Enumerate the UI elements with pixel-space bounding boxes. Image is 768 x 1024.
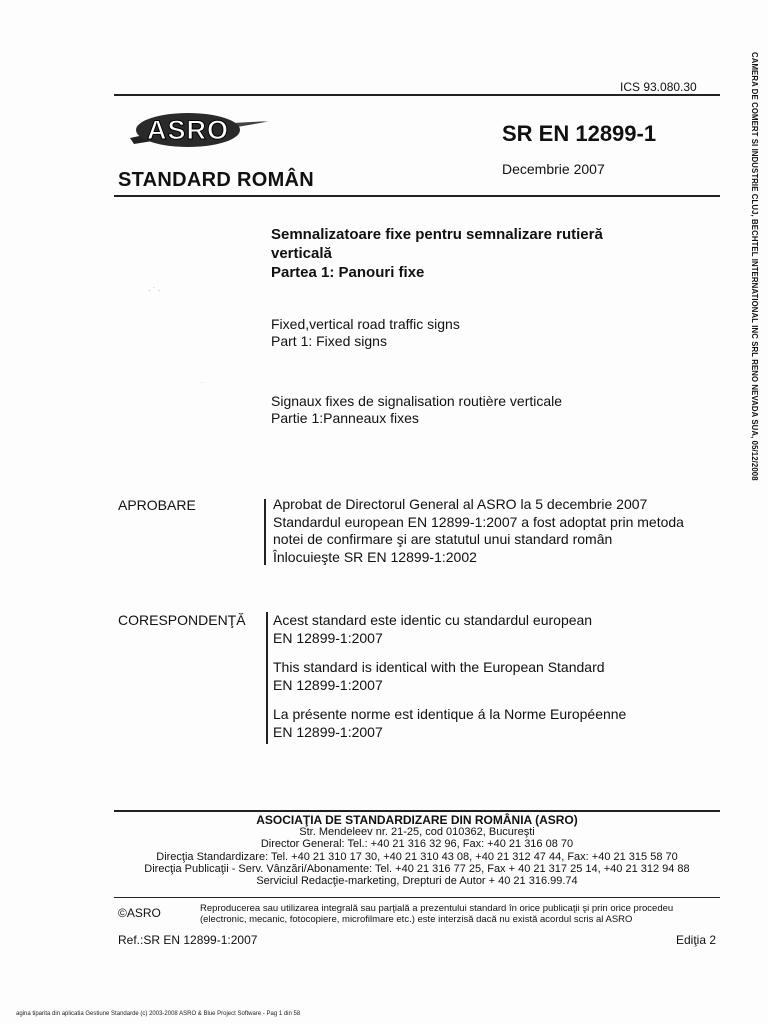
- approval-line: Aprobat de Directorul General al ASRO la 5 decembrie 2007: [273, 496, 648, 512]
- correspondence-english: [273, 659, 713, 694]
- correspondence-divider: [266, 612, 268, 744]
- correspondence-en-line-1: This standard is identical with the European Standard: [273, 659, 605, 675]
- title-en-line-2: Part 1: Fixed signs: [271, 333, 387, 349]
- standard-type-heading: STANDARD ROMÂN: [118, 169, 315, 191]
- approval-line: Standardul european EN 12899-1:2007 a fost adoptat prin metoda: [273, 513, 684, 530]
- copyright-notice: [200, 903, 720, 925]
- scan-specks: · ·: [200, 380, 206, 386]
- correspondence-romanian: [273, 612, 713, 647]
- association-address: Str. Mendeleev nr. 21-25, cod 010362, Bucureşti: [299, 826, 535, 839]
- correspondence-fr-line-1: La présente norme est identique á la Norme Européenne: [273, 706, 627, 722]
- asro-logo: [126, 104, 271, 154]
- license-stamp: CAMERA DE COMERT SI INDUSTRIE CLUJ, BECHTEL INTERNATIONAL INC SRL RENO NEVADA SUA, 05/12/2008: [750, 52, 759, 481]
- title-en-line-1: Fixed,vertical road traffic signs: [271, 316, 460, 332]
- title-ro-line-1: Semnalizatoare fixe pentru semnalizare rutieră: [271, 226, 603, 243]
- title-ro-line-3: Partea 1: Panouri fixe: [271, 264, 425, 281]
- reference-code: Ref.:SR EN 12899-1:2007: [118, 933, 258, 947]
- title-ro-line-2: verticală: [271, 245, 332, 262]
- header-rule: [114, 195, 720, 197]
- correspondence-ro-line-1: Acest standard este identic cu standardul european: [273, 612, 593, 628]
- title-fr-line-1: Signaux fixes de signalisation routière verticale: [271, 393, 563, 409]
- copyright-mark: ©ASRO: [118, 906, 161, 920]
- correspondence-en-line-2: EN 12899-1:2007: [273, 676, 383, 693]
- correspondence-ro-line-2: EN 12899-1:2007: [273, 629, 383, 646]
- correspondence-french: [273, 706, 713, 741]
- asro-logo-text: ASRO: [146, 115, 230, 145]
- standard-code: SR EN 12899-1: [502, 121, 657, 146]
- print-footer-note: agina tiparita din aplicatia Gestiune Standarde (c) 2003-2008 ASRO & Blue Project Software - Pag 1 din 58: [16, 1011, 301, 1017]
- title-fr-line-2: Partie 1:Panneaux fixes: [271, 410, 419, 426]
- publications-contact: Direcţia Publicaţii - Serv. Vânzări/Abonamente: Tel. +40 21 316 77 25, Fax + 40 21 317 25 14, +40 21 312 94 88: [144, 862, 690, 875]
- approval-divider: [264, 499, 266, 565]
- director-contact: Director General: Tel.: +40 21 316 32 96, Fax: +40 21 316 08 70: [260, 838, 574, 851]
- edition-number: Ediţia 2: [676, 933, 717, 947]
- ics-code: ICS 93.080.30: [620, 80, 697, 94]
- approval-line: Înlocuieşte SR EN 12899-1:2002: [273, 548, 477, 565]
- correspondence-label: CORESPONDENŢĂ: [118, 612, 246, 628]
- approval-label: APROBARE: [118, 497, 196, 513]
- footer-rule-thin: [114, 897, 720, 898]
- copyright-notice-line-1: Reproducerea sau utilizarea integrală sau parţială a prezentului standard în orice publicaţii şi prin orice procedeu: [200, 903, 674, 914]
- approval-text: [273, 496, 713, 566]
- top-rule: [114, 94, 720, 96]
- title-english: [271, 316, 460, 350]
- marketing-contact: Serviciul Redacţie-marketing, Drepturi de Autor + 40 21 316.99.74: [256, 875, 578, 888]
- publication-date: Decembrie 2007: [502, 161, 605, 177]
- title-romanian: [271, 225, 701, 282]
- approval-line: notei de confirmare şi are statutul unui standard român: [273, 531, 613, 547]
- correspondence-text: [273, 612, 713, 753]
- copyright-notice-line-2: (electronic, mecanic, fotocopiere, microfilmare etc.) este interzisă dacă nu există acordul scris al ASRO: [200, 914, 633, 925]
- standardization-contact: Direcţia Standardizare: Tel. +40 21 310 17 30, +40 21 310 43 08, +40 21 312 47 44, Fax: +40 21 315 58 70: [156, 850, 678, 863]
- scan-specks: · ˙ ·: [148, 286, 161, 295]
- footer-rule: [114, 810, 720, 812]
- correspondence-fr-line-2: EN 12899-1:2007: [273, 723, 383, 740]
- title-french: [271, 393, 562, 427]
- association-info: [114, 814, 720, 887]
- association-name: ASOCIAŢIA DE STANDARDIZARE DIN ROMÂNIA (ASRO): [256, 813, 578, 827]
